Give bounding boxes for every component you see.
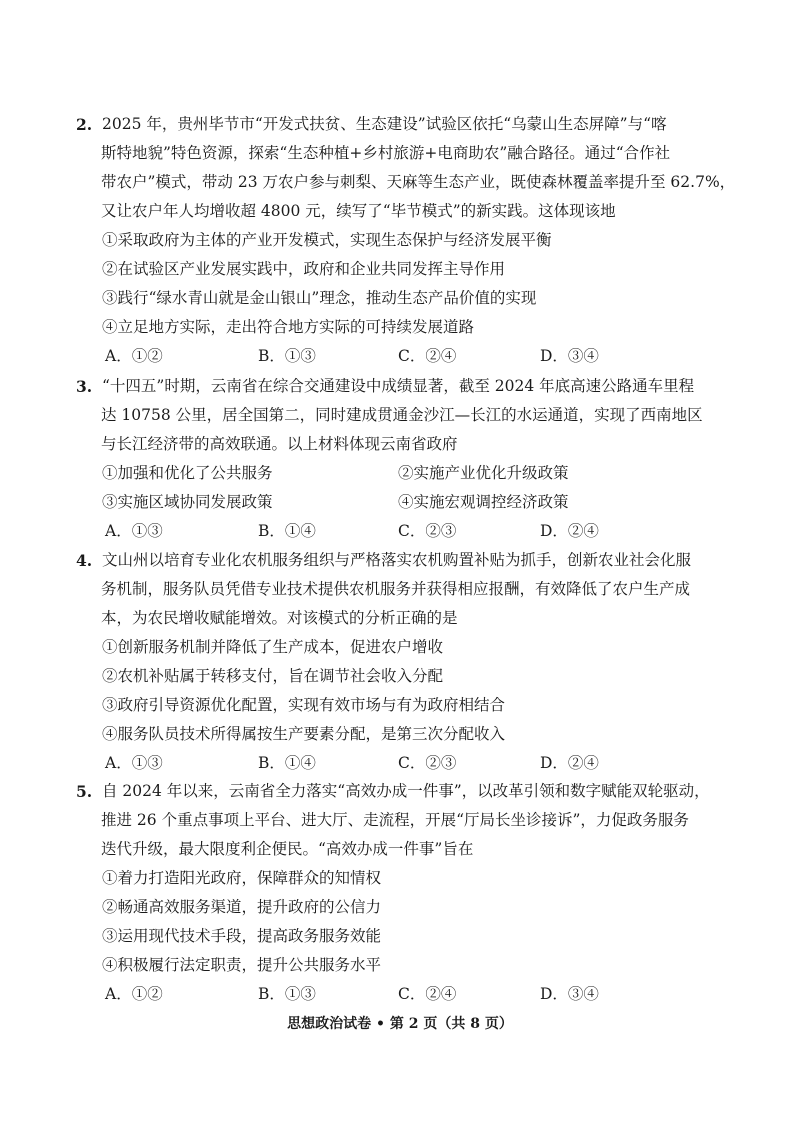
option-a: A．①③ xyxy=(105,522,163,540)
question-3 xyxy=(76,372,716,546)
question-line xyxy=(76,575,716,604)
statement-row xyxy=(76,893,716,922)
question-text: 与长江经济带的高效联通。以上材料体现云南省政府 xyxy=(101,435,458,453)
option-c: C．②④ xyxy=(398,985,457,1003)
question-text: 务机制，服务队员凭借专业技术提供农机服务并获得相应报酬，有效降低了农户生产成 xyxy=(101,580,691,598)
option-a: A．①② xyxy=(105,985,163,1003)
question-4 xyxy=(76,546,716,778)
question-5 xyxy=(76,777,716,1009)
option-c: C．②③ xyxy=(398,754,457,772)
question-text: 又让农户年人均增收超 4800 元，续写了“毕节模式”的新实践。这体现该地 xyxy=(101,202,616,220)
statement-2: ②农机补贴属于转移支付，旨在调节社会收入分配 xyxy=(102,667,444,685)
question-2 xyxy=(76,110,736,371)
statement-1: ①创新服务机制并降低了生产成本，促进农户增收 xyxy=(102,638,444,656)
question-text: 带农户”模式，带动 23 万农户参与刺梨、天麻等生态产业，既使森林覆盖率提升至 62.7%， xyxy=(101,173,736,191)
option-a: A．①② xyxy=(105,347,163,365)
options-row xyxy=(76,749,716,778)
question-text: 推进 26 个重点事项上平台、进大厅、走流程，开展“厅局长坐诊接诉”，力促政务服务 xyxy=(101,811,689,829)
question-text: 2025 年，贵州毕节市“开发式扶贫、生态建设”试验区依托“乌蒙山生态屏障”与“喀 xyxy=(102,115,667,133)
options-row xyxy=(76,517,716,546)
question-text: 斯特地貌”特色资源，探索“生态种植+乡村旅游+电商助农”融合路径。通过“合作社 xyxy=(101,144,671,162)
statement-row xyxy=(76,864,716,893)
statement-row xyxy=(76,488,716,517)
question-line xyxy=(76,401,716,430)
question-line xyxy=(76,546,716,575)
option-c: C．②③ xyxy=(398,522,457,540)
option-d: D．②④ xyxy=(540,522,599,540)
statement-2: ②实施产业优化升级政策 xyxy=(398,464,569,482)
option-d: D．③④ xyxy=(540,985,599,1003)
statement-4: ④实施宏观调控经济政策 xyxy=(398,493,569,511)
statement-2: ②在试验区产业发展实践中，政府和企业共同发挥主导作用 xyxy=(102,260,506,278)
question-line xyxy=(76,168,736,197)
option-b: B．①④ xyxy=(258,754,316,772)
options-row xyxy=(76,342,716,371)
question-text: 文山州以培育专业化农机服务组织与严格落实农机购置补贴为抓手，创新农业社会化服 xyxy=(102,551,692,569)
option-b: B．①③ xyxy=(258,347,316,365)
option-a: A．①③ xyxy=(105,754,163,772)
question-number: 3. xyxy=(76,377,93,396)
statement-row xyxy=(76,951,716,980)
statement-row xyxy=(76,255,716,284)
question-number: 5. xyxy=(76,782,93,801)
question-text: 迭代升级，最大限度利企便民。“高效办成一件事”旨在 xyxy=(101,840,474,858)
statement-row xyxy=(76,922,716,951)
question-line xyxy=(76,139,716,168)
question-line xyxy=(76,110,716,139)
option-b: B．①④ xyxy=(258,522,316,540)
statement-1: ①加强和优化了公共服务 xyxy=(102,464,273,482)
question-text: 达 10758 公里，居全国第二，同时建成贯通金沙江—长江的水运通道，实现了西南地区 xyxy=(101,406,703,424)
statement-row xyxy=(76,313,716,342)
question-text: 自 2024 年以来，云南省全力落实“高效办成一件事”，以改革引领和数字赋能双轮驱动， xyxy=(102,782,710,800)
statement-row xyxy=(76,633,716,662)
question-number: 4. xyxy=(76,551,93,570)
statement-3: ③践行“绿水青山就是金山银山”理念，推动生态产品价值的实现 xyxy=(102,289,537,307)
question-line xyxy=(76,197,716,226)
question-text: 本，为农民增收赋能增效。对该模式的分析正确的是 xyxy=(101,609,458,627)
statement-1: ①着力打造阳光政府，保障群众的知情权 xyxy=(102,869,382,887)
page-footer: 思想政治试卷 • 第 2 页（共 8 页） xyxy=(287,1016,513,1032)
question-line xyxy=(76,777,716,806)
question-line xyxy=(76,604,716,633)
question-line xyxy=(76,430,716,459)
statement-row xyxy=(76,662,716,691)
option-c: C．②④ xyxy=(398,347,457,365)
question-line xyxy=(76,835,716,864)
question-text: “十四五”时期，云南省在综合交通建设中成绩显著，截至 2024 年底高速公路通车里程 xyxy=(102,377,695,395)
option-b: B．①③ xyxy=(258,985,316,1003)
statement-4: ④服务队员技术所得属按生产要素分配，是第三次分配收入 xyxy=(102,725,506,743)
question-line xyxy=(76,372,716,401)
option-d: D．③④ xyxy=(540,347,599,365)
options-row xyxy=(76,980,716,1009)
statement-3: ③运用现代技术手段，提高政务服务效能 xyxy=(102,927,382,945)
question-number: 2. xyxy=(76,115,93,134)
statement-row xyxy=(76,459,716,488)
statement-3: ③实施区域协同发展政策 xyxy=(102,493,273,511)
question-line xyxy=(76,806,716,835)
statement-row xyxy=(76,284,716,313)
statement-2: ②畅通高效服务渠道，提升政府的公信力 xyxy=(102,898,382,916)
statement-row xyxy=(76,226,716,255)
statement-4: ④积极履行法定职责，提升公共服务水平 xyxy=(102,956,382,974)
statement-row xyxy=(76,691,716,720)
statement-4: ④立足地方实际，走出符合地方实际的可持续发展道路 xyxy=(102,318,475,336)
statement-3: ③政府引导资源优化配置，实现有效市场与有为政府相结合 xyxy=(102,696,506,714)
statement-row xyxy=(76,720,716,749)
option-d: D．②④ xyxy=(540,754,599,772)
statement-1: ①采取政府为主体的产业开发模式，实现生态保护与经济发展平衡 xyxy=(102,231,552,249)
